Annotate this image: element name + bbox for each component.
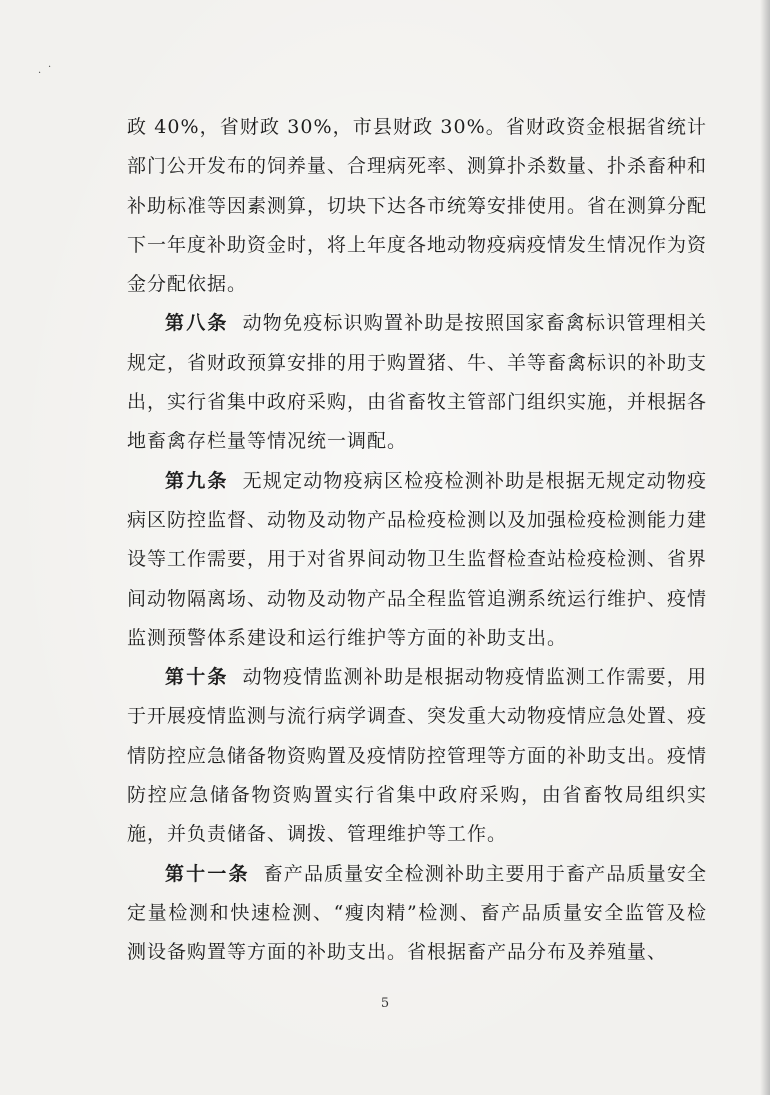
article-text: 动物免疫标识购置补助是按照国家畜禽标识管理相关规定，省财政预算安排的用于购置猪、牛、羊等畜禽标识的补助支出，实行省集中政府采购，由省畜牧主管部门组织实施，并根据各地畜禽存栏量等情况统一调配。 (127, 312, 708, 453)
article-text: 畜产品质量安全检测补助主要用于畜产品质量安全定量检测和快速检测、“瘦肉精”检测、畜产品质量安全监管及检测设备购置等方面的补助支出。省根据畜产品分布及养殖量、 (127, 862, 707, 964)
scan-edge-shadow (760, 0, 770, 1095)
paragraph-continuation (127, 108, 707, 304)
article-10 (127, 658, 707, 854)
article-11 (127, 855, 707, 973)
document-body (127, 108, 707, 973)
scan-speck: · (48, 62, 52, 73)
article-heading: 第九条 (165, 469, 229, 492)
page-number: 5 (380, 996, 390, 1011)
article-text: 动物疫情监测补助是根据动物疫情监测工作需要，用于开展疫情监测与流行病学调查、突发重大动物疫情应急处置、疫情防控应急储备物资购置及疫情防控管理等方面的补助支出。疫情防控应急储备物资购置实行省集中政府采购，由省畜牧局组织实施，并负责储备、调拨、管理维护等工作。 (127, 666, 708, 846)
scan-speck: · (38, 68, 42, 79)
article-heading: 第八条 (165, 312, 229, 335)
article-8 (127, 304, 707, 461)
article-text: 无规定动物疫病区检疫检测补助是根据无规定动物疫病区防控监督、动物及动物产品检疫检测以及加强检疫检测能力建设等工作需要，用于对省界间动物卫生监督检查站检疫检测、省界间动物隔离场、动物及动物产品全程监管追溯系统运行维护、疫情监测预警体系建设和运行维护等方面的补助支出。 (127, 469, 708, 649)
article-9 (127, 462, 707, 658)
article-heading: 第十一条 (165, 862, 250, 885)
paragraph-text: 政 40%，省财政 30%，市县财政 30%。省财政资金根据省统计部门公开发布的饲养量、合理病死率、测算扑杀数量、扑杀畜种和补助标准等因素测算，切块下达各市统筹安排使用。省在测算分配下一年度补助资金时，将上年度各地动物疫病疫情发生情况作为资金分配依据。 (127, 116, 708, 296)
article-heading: 第十条 (165, 666, 229, 689)
